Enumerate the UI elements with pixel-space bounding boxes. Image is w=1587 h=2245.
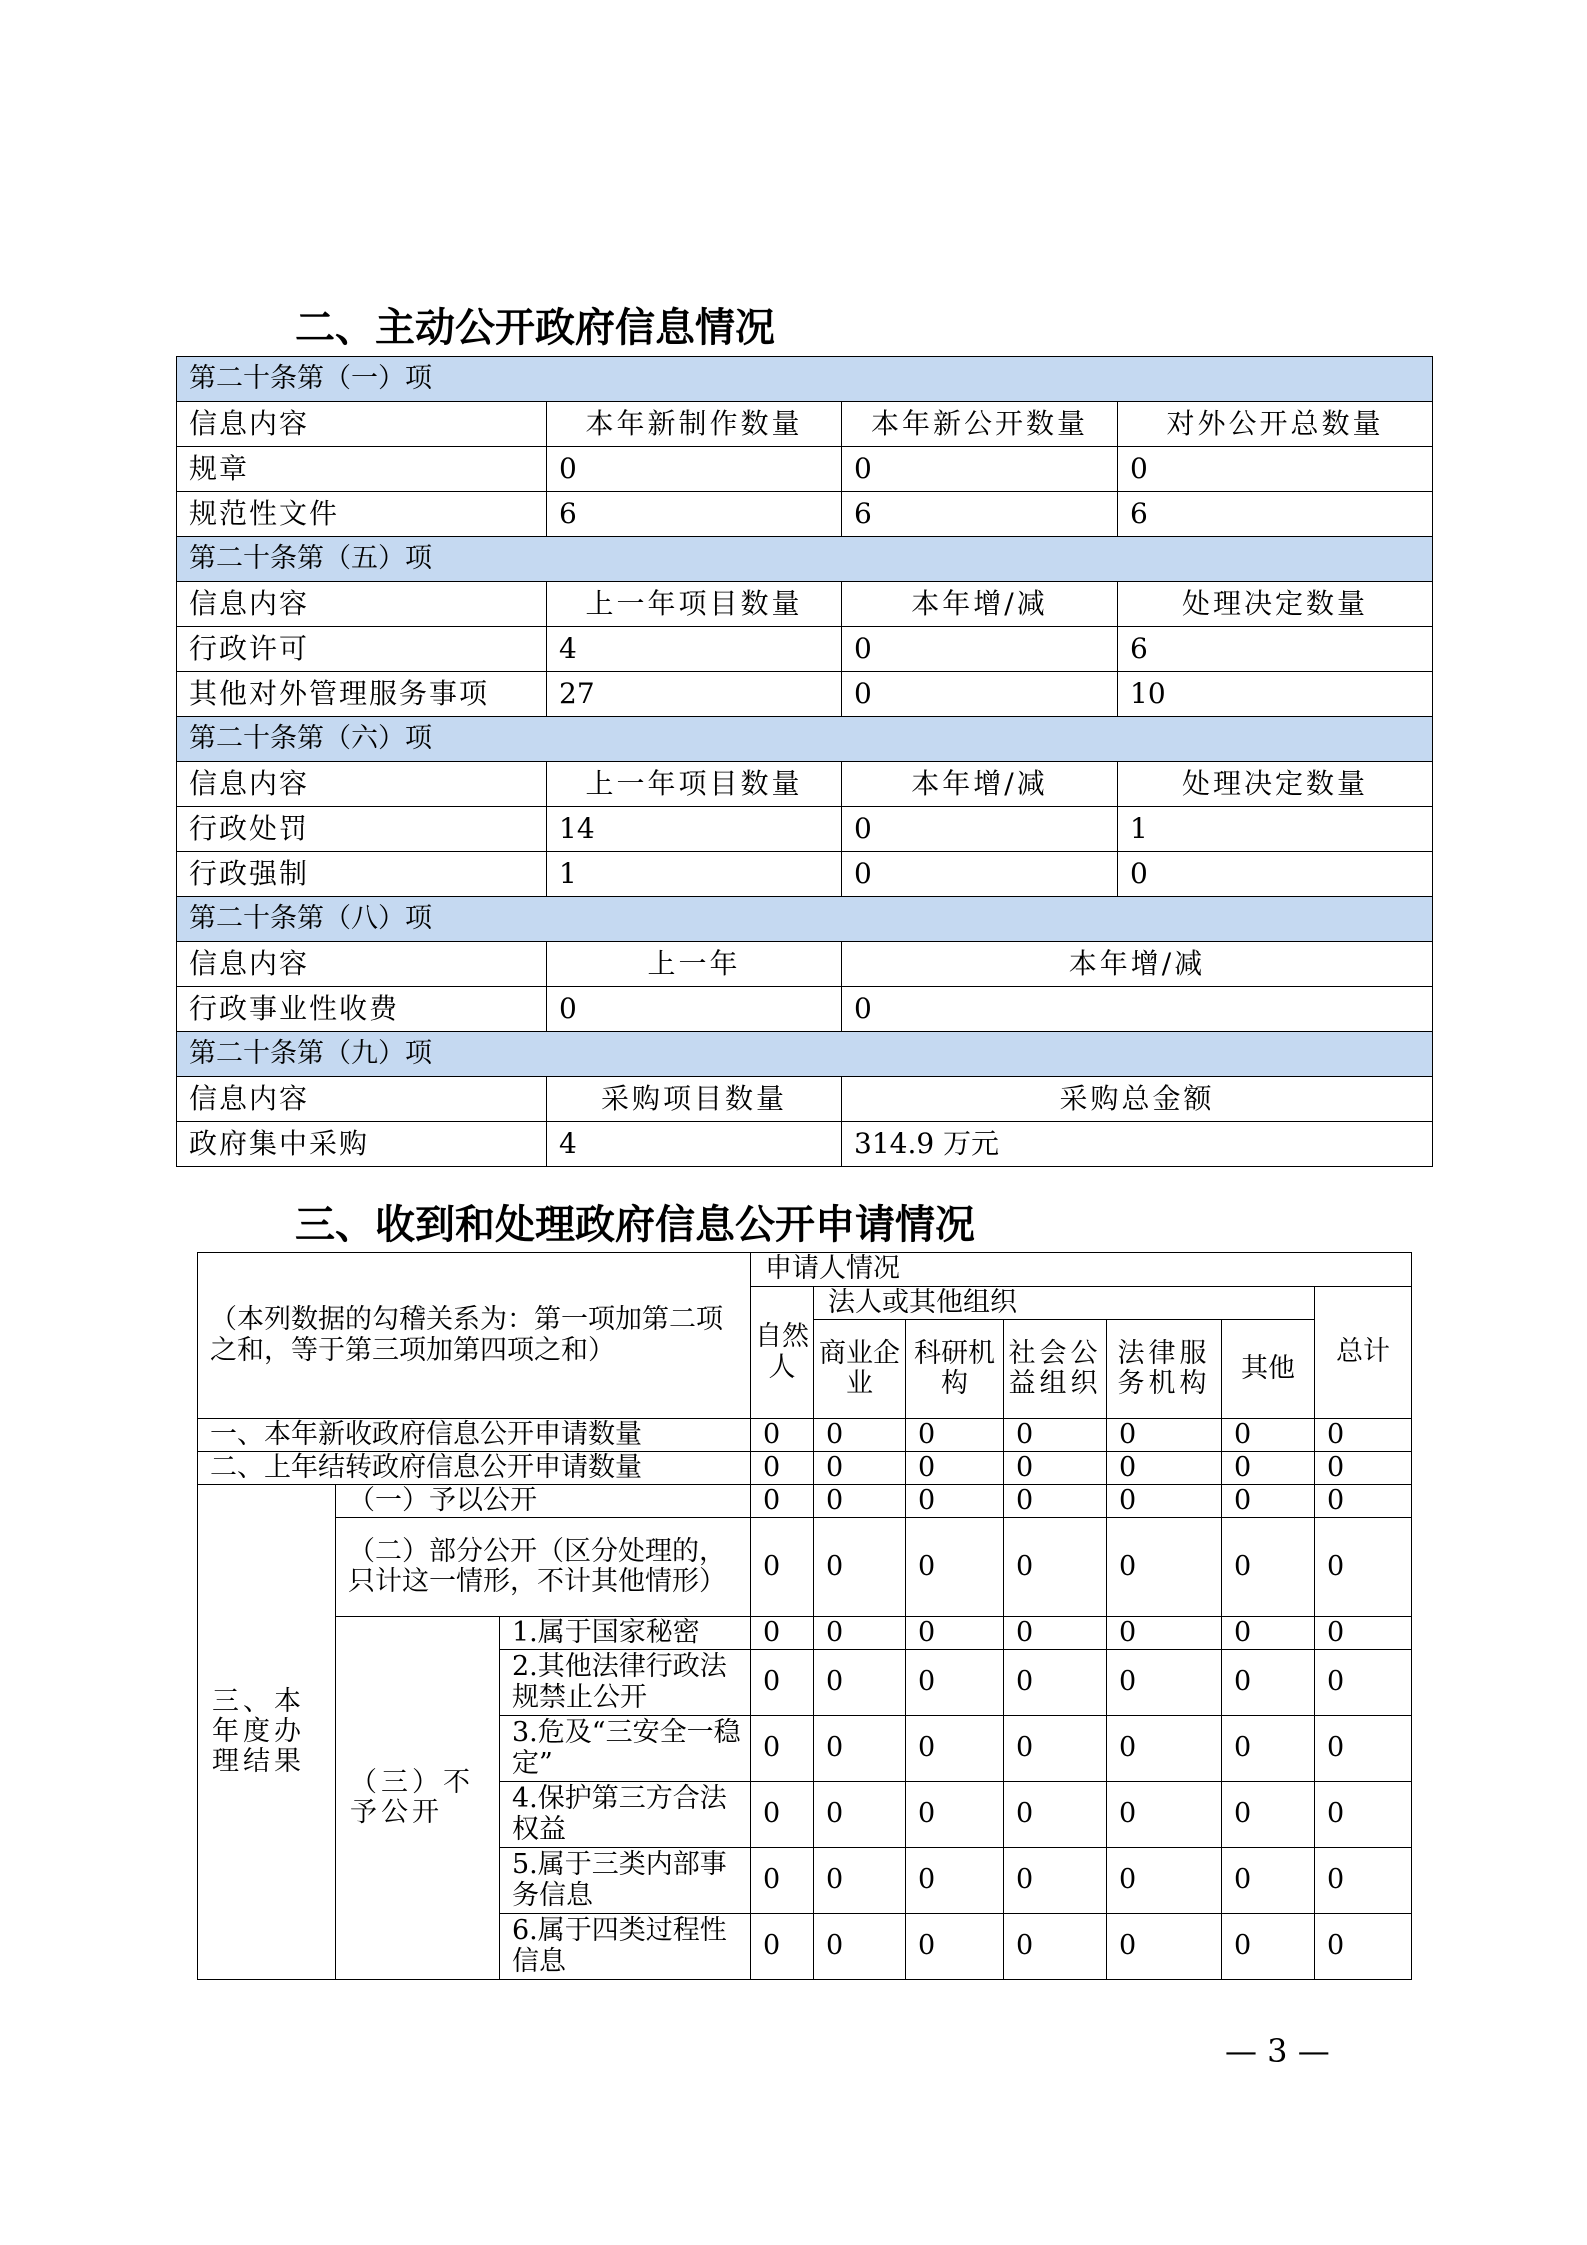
legal-type-header: 法律服务机构	[1107, 1320, 1222, 1419]
cell-value: 0	[547, 447, 842, 492]
cell-value: 0	[1107, 1848, 1222, 1914]
cell-value: 0	[547, 987, 842, 1032]
cell-value: 0	[814, 1716, 906, 1782]
cell-value: 0	[906, 1419, 1004, 1452]
cell-value: 0	[1107, 1452, 1222, 1485]
row-label: （二）部分公开（区分处理的，只计这一情形，不计其他情形）	[336, 1518, 751, 1617]
item9-header: 第二十条第（九）项	[177, 1032, 1433, 1077]
cell-value: 0	[906, 1617, 1004, 1650]
cell-value: 0	[1004, 1419, 1107, 1452]
section-2-title: 二、主动公开政府信息情况	[295, 305, 775, 351]
cell-value: 0	[1315, 1485, 1412, 1518]
col-header: 信息内容	[177, 942, 547, 987]
cell-value: 0	[814, 1419, 906, 1452]
legal-type-header: 商业企业	[814, 1320, 906, 1419]
cell-value: 6	[1118, 492, 1433, 537]
col-header: 信息内容	[177, 762, 547, 807]
cell-value: 0	[814, 1452, 906, 1485]
cell-value: 0	[1004, 1518, 1107, 1617]
applicant-header: 申请人情况	[751, 1253, 1412, 1287]
cell-value: 0	[1222, 1485, 1315, 1518]
cell-value: 0	[1004, 1452, 1107, 1485]
cell-value: 0	[1004, 1650, 1107, 1716]
cell-value: 0	[1315, 1452, 1412, 1485]
not-open-group-label: （三）不予公开	[336, 1617, 500, 1980]
col-header: 本年新公开数量	[842, 402, 1118, 447]
table-row	[198, 1518, 1412, 1617]
cell-value: 0	[751, 1650, 814, 1716]
cell-value: 0	[751, 1419, 814, 1452]
cell-value: 0	[906, 1485, 1004, 1518]
cell-value: 0	[906, 1518, 1004, 1617]
cell-value: 10	[1118, 672, 1433, 717]
row-label: 其他对外管理服务事项	[177, 672, 547, 717]
row-label: （一）予以公开	[336, 1485, 751, 1518]
cell-value: 0	[1107, 1518, 1222, 1617]
cell-value: 0	[1222, 1617, 1315, 1650]
cell-value: 314.9 万元	[842, 1122, 1433, 1167]
cell-value: 0	[751, 1452, 814, 1485]
page-number: — 3 —	[1225, 2032, 1330, 2070]
cell-value: 0	[814, 1617, 906, 1650]
section-3-title: 三、收到和处理政府信息公开申请情况	[295, 1202, 975, 1248]
cell-value: 6	[842, 492, 1118, 537]
cell-value: 0	[1222, 1518, 1315, 1617]
col-header: 本年新制作数量	[547, 402, 842, 447]
cell-value: 0	[1315, 1914, 1412, 1980]
row-label: 二、上年结转政府信息公开申请数量	[198, 1452, 751, 1485]
cell-value: 0	[1107, 1485, 1222, 1518]
cell-value: 0	[842, 672, 1118, 717]
table-row	[198, 1452, 1412, 1485]
col-header: 上一年	[547, 942, 842, 987]
cell-value: 0	[1222, 1782, 1315, 1848]
cell-value: 0	[1315, 1518, 1412, 1617]
cell-value: 0	[1004, 1716, 1107, 1782]
col-header: 对外公开总数量	[1118, 402, 1433, 447]
cell-value: 0	[814, 1485, 906, 1518]
table-row	[177, 1122, 1433, 1167]
cell-value: 4	[547, 627, 842, 672]
table-row	[177, 492, 1433, 537]
cell-value: 0	[751, 1485, 814, 1518]
row-label: 6.属于四类过程性信息	[500, 1914, 751, 1980]
item6-header: 第二十条第（六）项	[177, 717, 1433, 762]
cell-value: 0	[751, 1518, 814, 1617]
cell-value: 0	[1315, 1650, 1412, 1716]
row-label: 2.其他法律行政法规禁止公开	[500, 1650, 751, 1716]
cell-value: 0	[1315, 1419, 1412, 1452]
cell-value: 0	[814, 1782, 906, 1848]
natural-person-header: 自然人	[751, 1287, 814, 1419]
cell-value: 4	[547, 1122, 842, 1167]
col-header: 信息内容	[177, 582, 547, 627]
reconciliation-note: （本列数据的勾稽关系为：第一项加第二项之和，等于第三项加第四项之和）	[198, 1253, 751, 1419]
row-label: 1.属于国家秘密	[500, 1617, 751, 1650]
cell-value: 6	[1118, 627, 1433, 672]
cell-value: 0	[1107, 1419, 1222, 1452]
table-row	[177, 672, 1433, 717]
cell-value: 0	[1107, 1650, 1222, 1716]
cell-value: 0	[751, 1782, 814, 1848]
cell-value: 0	[1004, 1617, 1107, 1650]
cell-value: 0	[1222, 1650, 1315, 1716]
row-label: 4.保护第三方合法权益	[500, 1782, 751, 1848]
col-header: 本年增/减	[842, 582, 1118, 627]
cell-value: 0	[1107, 1782, 1222, 1848]
cell-value: 0	[1315, 1848, 1412, 1914]
cell-value: 0	[751, 1914, 814, 1980]
cell-value: 0	[751, 1848, 814, 1914]
cell-value: 0	[1315, 1716, 1412, 1782]
cell-value: 0	[842, 807, 1118, 852]
row-label: 规章	[177, 447, 547, 492]
cell-value: 0	[1118, 447, 1433, 492]
cell-value: 0	[1004, 1848, 1107, 1914]
table-row	[177, 447, 1433, 492]
cell-value: 0	[1004, 1782, 1107, 1848]
col-header: 信息内容	[177, 1077, 547, 1122]
cell-value: 27	[547, 672, 842, 717]
table-row	[198, 1617, 1412, 1650]
cell-value: 0	[906, 1716, 1004, 1782]
col-header: 本年增/减	[842, 942, 1433, 987]
cell-value: 0	[1222, 1452, 1315, 1485]
legal-type-header: 社会公益组织	[1004, 1320, 1107, 1419]
col-header: 处理决定数量	[1118, 762, 1433, 807]
legal-type-header: 其他	[1222, 1320, 1315, 1419]
cell-value: 0	[751, 1617, 814, 1650]
cell-value: 0	[1222, 1419, 1315, 1452]
row-label: 5.属于三类内部事务信息	[500, 1848, 751, 1914]
cell-value: 0	[906, 1848, 1004, 1914]
legal-type-header: 科研机构	[906, 1320, 1004, 1419]
cell-value: 0	[842, 987, 1433, 1032]
legal-org-header: 法人或其他组织	[814, 1287, 1315, 1320]
table-row	[177, 852, 1433, 897]
cell-value: 0	[1107, 1914, 1222, 1980]
cell-value: 6	[547, 492, 842, 537]
total-header: 总计	[1315, 1287, 1412, 1419]
row-label: 行政事业性收费	[177, 987, 547, 1032]
table-row	[198, 1485, 1412, 1518]
col-header: 采购总金额	[842, 1077, 1433, 1122]
cell-value: 0	[1222, 1848, 1315, 1914]
row-label: 规范性文件	[177, 492, 547, 537]
proactive-disclosure-table	[176, 356, 1433, 1167]
item8-header: 第二十条第（八）项	[177, 897, 1433, 942]
item5-header: 第二十条第（五）项	[177, 537, 1433, 582]
row-label: 政府集中采购	[177, 1122, 547, 1167]
cell-value: 0	[906, 1452, 1004, 1485]
application-handling-table	[197, 1252, 1412, 1980]
cell-value: 0	[814, 1650, 906, 1716]
row-label: 行政处罚	[177, 807, 547, 852]
cell-value: 1	[1118, 807, 1433, 852]
row-label: 行政许可	[177, 627, 547, 672]
cell-value: 14	[547, 807, 842, 852]
cell-value: 0	[1004, 1914, 1107, 1980]
row-label: 3.危及“三安全一稳定”	[500, 1716, 751, 1782]
cell-value: 0	[814, 1848, 906, 1914]
col-header: 上一年项目数量	[547, 762, 842, 807]
cell-value: 0	[814, 1518, 906, 1617]
cell-value: 0	[906, 1914, 1004, 1980]
cell-value: 0	[842, 627, 1118, 672]
cell-value: 0	[842, 447, 1118, 492]
table-row	[198, 1419, 1412, 1452]
table-row	[177, 627, 1433, 672]
row-label: 行政强制	[177, 852, 547, 897]
cell-value: 0	[1222, 1914, 1315, 1980]
cell-value: 1	[547, 852, 842, 897]
col-header: 采购项目数量	[547, 1077, 842, 1122]
item1-header: 第二十条第（一）项	[177, 357, 1433, 402]
cell-value: 0	[906, 1782, 1004, 1848]
cell-value: 0	[1107, 1617, 1222, 1650]
cell-value: 0	[1004, 1485, 1107, 1518]
col-header: 处理决定数量	[1118, 582, 1433, 627]
col-header: 上一年项目数量	[547, 582, 842, 627]
cell-value: 0	[1107, 1716, 1222, 1782]
cell-value: 0	[751, 1716, 814, 1782]
row-label: 一、本年新收政府信息公开申请数量	[198, 1419, 751, 1452]
cell-value: 0	[842, 852, 1118, 897]
cell-value: 0	[1315, 1617, 1412, 1650]
cell-value: 0	[906, 1650, 1004, 1716]
cell-value: 0	[1118, 852, 1433, 897]
result-group-label: 三、本年度办理结果	[198, 1485, 336, 1980]
col-header: 本年增/减	[842, 762, 1118, 807]
cell-value: 0	[814, 1914, 906, 1980]
table-row	[177, 987, 1433, 1032]
table-row	[177, 807, 1433, 852]
col-header: 信息内容	[177, 402, 547, 447]
cell-value: 0	[1315, 1782, 1412, 1848]
cell-value: 0	[1222, 1716, 1315, 1782]
